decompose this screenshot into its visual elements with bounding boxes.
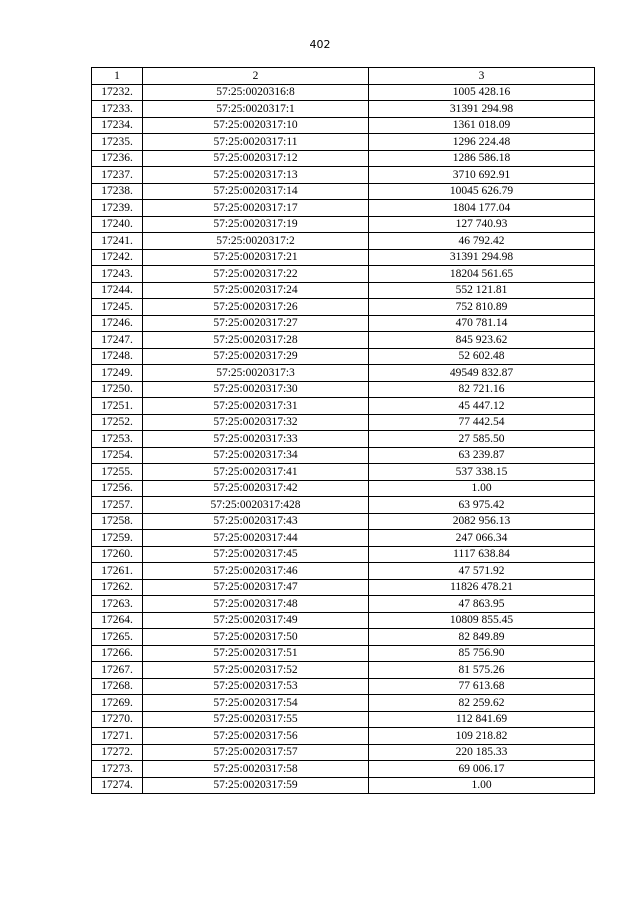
cadastral-number-cell: 57:25:0020317:49 bbox=[143, 612, 369, 629]
value-cell: 1361 018.09 bbox=[369, 117, 595, 134]
table-row bbox=[92, 200, 595, 217]
cadastral-number-cell: 57:25:0020317:50 bbox=[143, 629, 369, 646]
cadastral-number-cell: 57:25:0020317:52 bbox=[143, 662, 369, 679]
row-number-cell: 17248. bbox=[92, 348, 143, 365]
value-cell: 537 338.15 bbox=[369, 464, 595, 481]
table-row bbox=[92, 629, 595, 646]
row-number-cell: 17274. bbox=[92, 777, 143, 794]
row-number-cell: 17261. bbox=[92, 563, 143, 580]
row-number-cell: 17243. bbox=[92, 266, 143, 283]
row-number-cell: 17268. bbox=[92, 678, 143, 695]
table-row bbox=[92, 464, 595, 481]
row-number-cell: 17249. bbox=[92, 365, 143, 382]
row-number-cell: 17235. bbox=[92, 134, 143, 151]
cadastral-number-cell: 57:25:0020317:28 bbox=[143, 332, 369, 349]
value-cell: 845 923.62 bbox=[369, 332, 595, 349]
row-number-cell: 17257. bbox=[92, 497, 143, 514]
value-cell: 63 239.87 bbox=[369, 447, 595, 464]
table-row bbox=[92, 249, 595, 266]
row-number-cell: 17244. bbox=[92, 282, 143, 299]
value-cell: 1.00 bbox=[369, 777, 595, 794]
table-row bbox=[92, 315, 595, 332]
row-number-cell: 17255. bbox=[92, 464, 143, 481]
cadastral-number-cell: 57:25:0020317:13 bbox=[143, 167, 369, 184]
column-header-2: 2 bbox=[143, 68, 369, 85]
value-cell: 1.00 bbox=[369, 480, 595, 497]
value-cell: 1804 177.04 bbox=[369, 200, 595, 217]
row-number-cell: 17258. bbox=[92, 513, 143, 530]
cadastral-number-cell: 57:25:0020317:19 bbox=[143, 216, 369, 233]
row-number-cell: 17245. bbox=[92, 299, 143, 316]
cadastral-number-cell: 57:25:0020317:22 bbox=[143, 266, 369, 283]
cadastral-number-cell: 57:25:0020317:3 bbox=[143, 365, 369, 382]
value-cell: 47 571.92 bbox=[369, 563, 595, 580]
row-number-cell: 17234. bbox=[92, 117, 143, 134]
table-row bbox=[92, 266, 595, 283]
cadastral-number-cell: 57:25:0020317:32 bbox=[143, 414, 369, 431]
value-cell: 752 810.89 bbox=[369, 299, 595, 316]
row-number-cell: 17263. bbox=[92, 596, 143, 613]
value-cell: 1286 586.18 bbox=[369, 150, 595, 167]
table-row bbox=[92, 282, 595, 299]
cadastral-number-cell: 57:25:0020317:428 bbox=[143, 497, 369, 514]
table-row bbox=[92, 695, 595, 712]
table-row bbox=[92, 381, 595, 398]
value-cell: 77 613.68 bbox=[369, 678, 595, 695]
table-row bbox=[92, 530, 595, 547]
table-row bbox=[92, 546, 595, 563]
table-row bbox=[92, 134, 595, 151]
row-number-cell: 17232. bbox=[92, 84, 143, 101]
row-number-cell: 17254. bbox=[92, 447, 143, 464]
row-number-cell: 17252. bbox=[92, 414, 143, 431]
cadastral-number-cell: 57:25:0020317:26 bbox=[143, 299, 369, 316]
cadastral-number-cell: 57:25:0020317:11 bbox=[143, 134, 369, 151]
row-number-cell: 17271. bbox=[92, 728, 143, 745]
cadastral-number-cell: 57:25:0020317:31 bbox=[143, 398, 369, 415]
value-cell: 10045 626.79 bbox=[369, 183, 595, 200]
cadastral-number-cell: 57:25:0020317:30 bbox=[143, 381, 369, 398]
row-number-cell: 17264. bbox=[92, 612, 143, 629]
cadastral-number-cell: 57:25:0020317:2 bbox=[143, 233, 369, 250]
cadastral-number-cell: 57:25:0020317:51 bbox=[143, 645, 369, 662]
cadastral-number-cell: 57:25:0020317:29 bbox=[143, 348, 369, 365]
row-number-cell: 17251. bbox=[92, 398, 143, 415]
table-row bbox=[92, 497, 595, 514]
column-header-1: 1 bbox=[92, 68, 143, 85]
value-cell: 82 259.62 bbox=[369, 695, 595, 712]
cadastral-number-cell: 57:25:0020317:45 bbox=[143, 546, 369, 563]
row-number-cell: 17262. bbox=[92, 579, 143, 596]
row-number-cell: 17266. bbox=[92, 645, 143, 662]
row-number-cell: 17237. bbox=[92, 167, 143, 184]
table-row bbox=[92, 398, 595, 415]
value-cell: 247 066.34 bbox=[369, 530, 595, 547]
cadastral-number-cell: 57:25:0020317:27 bbox=[143, 315, 369, 332]
row-number-cell: 17239. bbox=[92, 200, 143, 217]
cadastral-number-cell: 57:25:0020317:56 bbox=[143, 728, 369, 745]
cadastral-number-cell: 57:25:0020317:41 bbox=[143, 464, 369, 481]
value-cell: 11826 478.21 bbox=[369, 579, 595, 596]
table-row bbox=[92, 233, 595, 250]
cadastral-number-cell: 57:25:0020317:48 bbox=[143, 596, 369, 613]
row-number-cell: 17247. bbox=[92, 332, 143, 349]
table-header-row bbox=[92, 68, 595, 85]
row-number-cell: 17253. bbox=[92, 431, 143, 448]
value-cell: 127 740.93 bbox=[369, 216, 595, 233]
value-cell: 27 585.50 bbox=[369, 431, 595, 448]
cadastral-number-cell: 57:25:0020317:43 bbox=[143, 513, 369, 530]
value-cell: 69 006.17 bbox=[369, 761, 595, 778]
cadastral-number-cell: 57:25:0020317:24 bbox=[143, 282, 369, 299]
table-row bbox=[92, 744, 595, 761]
row-number-cell: 17238. bbox=[92, 183, 143, 200]
value-cell: 77 442.54 bbox=[369, 414, 595, 431]
table-row bbox=[92, 332, 595, 349]
value-cell: 46 792.42 bbox=[369, 233, 595, 250]
table-row bbox=[92, 101, 595, 118]
row-number-cell: 17270. bbox=[92, 711, 143, 728]
cadastral-number-cell: 57:25:0020316:8 bbox=[143, 84, 369, 101]
table-row bbox=[92, 711, 595, 728]
cadastral-number-cell: 57:25:0020317:33 bbox=[143, 431, 369, 448]
cadastral-number-cell: 57:25:0020317:21 bbox=[143, 249, 369, 266]
cadastral-number-cell: 57:25:0020317:46 bbox=[143, 563, 369, 580]
cadastral-number-cell: 57:25:0020317:57 bbox=[143, 744, 369, 761]
cadastral-number-cell: 57:25:0020317:12 bbox=[143, 150, 369, 167]
value-cell: 1005 428.16 bbox=[369, 84, 595, 101]
table-row bbox=[92, 84, 595, 101]
value-cell: 112 841.69 bbox=[369, 711, 595, 728]
value-cell: 82 721.16 bbox=[369, 381, 595, 398]
table-row bbox=[92, 299, 595, 316]
row-number-cell: 17241. bbox=[92, 233, 143, 250]
table-row bbox=[92, 662, 595, 679]
table-row bbox=[92, 480, 595, 497]
table-row bbox=[92, 414, 595, 431]
table-row bbox=[92, 563, 595, 580]
value-cell: 1296 224.48 bbox=[369, 134, 595, 151]
row-number-cell: 17273. bbox=[92, 761, 143, 778]
table-row bbox=[92, 761, 595, 778]
cadastral-number-cell: 57:25:0020317:17 bbox=[143, 200, 369, 217]
table-row bbox=[92, 348, 595, 365]
table-row bbox=[92, 447, 595, 464]
row-number-cell: 17246. bbox=[92, 315, 143, 332]
row-number-cell: 17269. bbox=[92, 695, 143, 712]
row-number-cell: 17242. bbox=[92, 249, 143, 266]
row-number-cell: 17233. bbox=[92, 101, 143, 118]
value-cell: 470 781.14 bbox=[369, 315, 595, 332]
value-cell: 3710 692.91 bbox=[369, 167, 595, 184]
table-row bbox=[92, 513, 595, 530]
cadastral-number-cell: 57:25:0020317:53 bbox=[143, 678, 369, 695]
value-cell: 45 447.12 bbox=[369, 398, 595, 415]
value-cell: 1117 638.84 bbox=[369, 546, 595, 563]
value-cell: 31391 294.98 bbox=[369, 101, 595, 118]
cadastral-number-cell: 57:25:0020317:10 bbox=[143, 117, 369, 134]
cadastral-number-cell: 57:25:0020317:1 bbox=[143, 101, 369, 118]
cadastral-number-cell: 57:25:0020317:14 bbox=[143, 183, 369, 200]
value-cell: 81 575.26 bbox=[369, 662, 595, 679]
value-cell: 82 849.89 bbox=[369, 629, 595, 646]
table-row bbox=[92, 150, 595, 167]
row-number-cell: 17256. bbox=[92, 480, 143, 497]
value-cell: 18204 561.65 bbox=[369, 266, 595, 283]
value-cell: 47 863.95 bbox=[369, 596, 595, 613]
value-cell: 52 602.48 bbox=[369, 348, 595, 365]
table-row bbox=[92, 612, 595, 629]
row-number-cell: 17272. bbox=[92, 744, 143, 761]
value-cell: 552 121.81 bbox=[369, 282, 595, 299]
table-row bbox=[92, 167, 595, 184]
registry-table bbox=[91, 67, 595, 794]
cadastral-number-cell: 57:25:0020317:54 bbox=[143, 695, 369, 712]
table-body bbox=[92, 84, 595, 794]
table-row bbox=[92, 117, 595, 134]
cadastral-number-cell: 57:25:0020317:34 bbox=[143, 447, 369, 464]
cadastral-number-cell: 57:25:0020317:55 bbox=[143, 711, 369, 728]
table-row bbox=[92, 216, 595, 233]
cadastral-number-cell: 57:25:0020317:58 bbox=[143, 761, 369, 778]
table-row bbox=[92, 365, 595, 382]
value-cell: 85 756.90 bbox=[369, 645, 595, 662]
cadastral-number-cell: 57:25:0020317:59 bbox=[143, 777, 369, 794]
table-row bbox=[92, 728, 595, 745]
value-cell: 220 185.33 bbox=[369, 744, 595, 761]
cadastral-number-cell: 57:25:0020317:44 bbox=[143, 530, 369, 547]
table-row bbox=[92, 777, 595, 794]
value-cell: 10809 855.45 bbox=[369, 612, 595, 629]
table-row bbox=[92, 645, 595, 662]
cadastral-number-cell: 57:25:0020317:42 bbox=[143, 480, 369, 497]
table-row bbox=[92, 579, 595, 596]
row-number-cell: 17240. bbox=[92, 216, 143, 233]
table-row bbox=[92, 431, 595, 448]
table-row bbox=[92, 678, 595, 695]
column-header-3: 3 bbox=[369, 68, 595, 85]
value-cell: 109 218.82 bbox=[369, 728, 595, 745]
row-number-cell: 17236. bbox=[92, 150, 143, 167]
cadastral-number-cell: 57:25:0020317:47 bbox=[143, 579, 369, 596]
value-cell: 31391 294.98 bbox=[369, 249, 595, 266]
value-cell: 49549 832.87 bbox=[369, 365, 595, 382]
value-cell: 2082 956.13 bbox=[369, 513, 595, 530]
table-row bbox=[92, 183, 595, 200]
row-number-cell: 17259. bbox=[92, 530, 143, 547]
page-number: 402 bbox=[309, 38, 331, 51]
value-cell: 63 975.42 bbox=[369, 497, 595, 514]
row-number-cell: 17267. bbox=[92, 662, 143, 679]
table-row bbox=[92, 596, 595, 613]
row-number-cell: 17265. bbox=[92, 629, 143, 646]
row-number-cell: 17260. bbox=[92, 546, 143, 563]
row-number-cell: 17250. bbox=[92, 381, 143, 398]
